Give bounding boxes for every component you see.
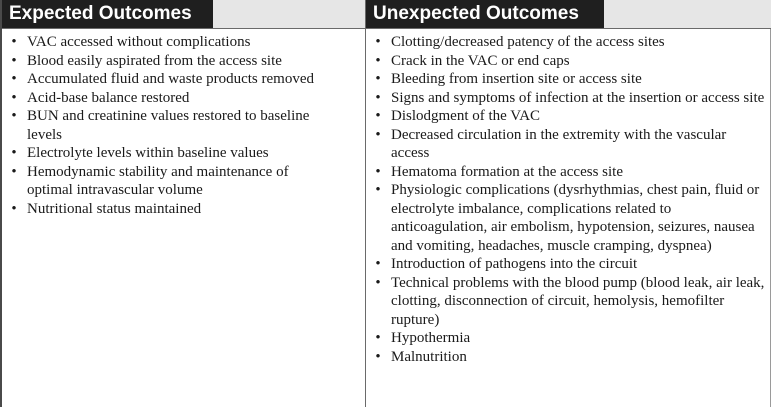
list-item [372, 70, 767, 89]
list-item-text: Crack in the VAC or end caps [391, 52, 570, 69]
bullet-icon: • [11, 108, 17, 124]
bullet-icon: • [375, 163, 381, 180]
list-item [372, 33, 767, 52]
list-item [372, 255, 767, 274]
list-item-text: Hematoma formation at the access site [391, 163, 623, 180]
column-divider [365, 0, 366, 407]
list-item [372, 107, 767, 126]
list-item [372, 163, 767, 182]
list-item [372, 181, 767, 255]
bullet-icon: • [11, 52, 17, 69]
list-item-text: Nutritional status maintained [27, 200, 202, 217]
list-item [8, 33, 338, 52]
bullet-icon: • [375, 330, 381, 346]
list-item-text: Hypothermia [391, 330, 471, 346]
list-item-text: Introduction of pathogens into the circuit [391, 256, 638, 272]
bullet-icon: • [11, 145, 17, 161]
bullet-icon: • [11, 71, 17, 87]
list-item-text: Decreased circulation in the extremity with the vascular access [391, 126, 727, 161]
bullet-icon: • [11, 89, 17, 106]
list-item-text: Clotting/decreased patency of the access sites [391, 34, 665, 50]
bullet-icon: • [375, 108, 381, 124]
unexpected-outcomes-list [372, 33, 767, 366]
list-item [8, 70, 338, 89]
list-item-text: Dislodgment of the VAC [391, 108, 541, 124]
list-item [372, 52, 767, 71]
list-item-text: Technical problems with the blood pump (blood leak, air leak, clotting, disconnection of circuit, hemolysis, hemofilter rupture) [391, 274, 765, 328]
bullet-icon: • [11, 163, 17, 180]
list-item [372, 89, 767, 108]
list-item-text: Accumulated fluid and waste products removed [27, 71, 314, 87]
list-item [8, 89, 338, 108]
bullet-icon: • [375, 52, 381, 69]
list-item [372, 126, 767, 163]
list-item [8, 200, 338, 219]
bullet-icon: • [375, 89, 381, 106]
bullet-icon: • [11, 200, 17, 217]
list-item-text: Acid-base balance restored [27, 89, 190, 106]
bullet-icon: • [375, 348, 381, 365]
list-item [8, 107, 338, 144]
list-item [8, 144, 338, 163]
bullet-icon: • [375, 34, 381, 50]
list-item-text: Signs and symptoms of infection at the insertion or access site [391, 89, 765, 106]
bullet-icon: • [11, 34, 17, 50]
list-item-text: Electrolyte levels within baseline values [27, 145, 269, 161]
bullet-icon: • [375, 256, 381, 272]
list-item [372, 274, 767, 330]
list-item-text: Physiologic complications (dysrhythmias, chest pain, fluid or electrolyte imbalance, complications related to anticoagulation, air embolism, hypotension, seizures, nausea and vomiting, headaches, muscle cramping, dyspnea) [391, 182, 760, 254]
list-item-text: Hemodynamic stability and maintenance of optimal intravascular volume [27, 163, 289, 198]
bullet-icon: • [375, 274, 381, 291]
list-item-text: VAC accessed without complications [27, 34, 251, 50]
list-item-text: Blood easily aspirated from the access site [27, 52, 282, 69]
bullet-icon: • [375, 126, 381, 143]
unexpected-outcomes-heading: Unexpected Outcomes [366, 0, 604, 28]
list-item [372, 329, 767, 348]
list-item-text: BUN and creatinine values restored to baseline levels [27, 108, 310, 143]
list-item [8, 52, 338, 71]
expected-outcomes-list [8, 33, 338, 218]
list-item [8, 163, 338, 200]
bullet-icon: • [375, 182, 381, 198]
list-item-text: Bleeding from insertion site or access site [391, 71, 642, 87]
bullet-icon: • [375, 71, 381, 87]
list-item [372, 348, 767, 367]
expected-outcomes-heading: Expected Outcomes [2, 0, 213, 28]
list-item-text: Malnutrition [391, 348, 467, 365]
